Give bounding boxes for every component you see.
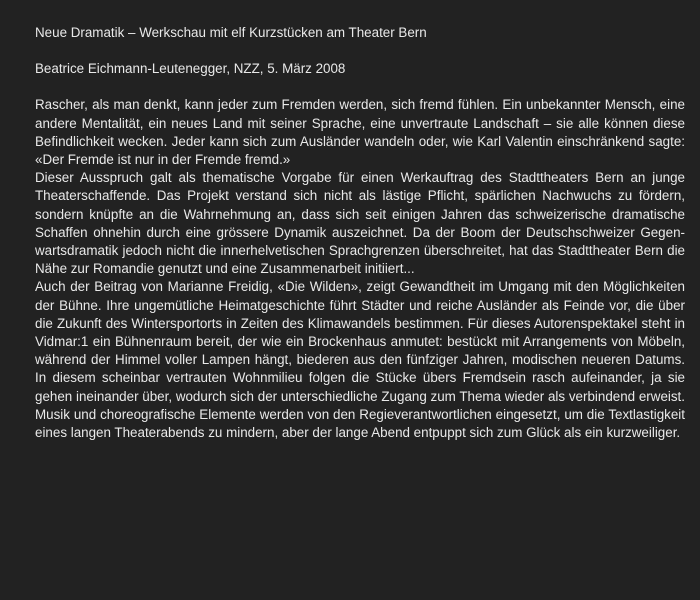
article-title: Neue Dramatik – Werkschau mit elf Kurzstücken am Theater Bern: [35, 25, 427, 40]
article-body: [35, 96, 685, 442]
article-paragraph: Auch der Beitrag von Marianne Freidig, «Die Wilden», zeigt Gewandtheit im Umgang mit den Möglichkeiten der Bühne. Ihre ungemütliche Heimatgeschichte führt Städter und reiche Ausländer als Feinde vor, die über die Zukunft des Wintersportorts in Zeiten des Klimawandels bestimmen. Für dieses Autorenspektakel steht in Vidmar:1 ein Bühnenraum bereit, der wie ein Brockenhaus anmutet: bestückt mit Arrangements von Möbeln, während der Himmel voller Lampen hängt, biederen aus den fünfziger Jahren, modischen neueren Datums. In diesem scheinbar vertrauten Wohnmilieu folgen die Stücke übers Fremdsein rasch aufeinander, ja sie gehen ineinander über, wodurch sich der unterschiedliche Zugang zum Thema wieder als verbindend erweist. Musik und choreografische Elemente werden von den Regieverantwortlichen eingesetzt, um die Textlastigkeit eines langen Theaterabends zu mindern, aber der lange Abend entpuppt sich zum Glück als ein kurzweiliger.: [35, 279, 685, 441]
article-paragraph: Rascher, als man denkt, kann jeder zum Fremden werden, sich fremd fühlen. Ein unbekannter Mensch, eine andere Mentalität, ein neues Land mit seiner Sprache, eine unvertraute Landschaft – sie alle können diese Befindlichkeit wecken. Jeder kann sich zum Ausländer wandeln oder, wie Karl Valentin einschränkend sagte: «Der Fremde ist nur in der Fremde fremd.»: [35, 97, 685, 168]
article: [35, 24, 685, 442]
article-byline: Beatrice Eichmann-Leutenegger, NZZ, 5. März 2008: [35, 61, 346, 77]
article-paragraph: Dieser Ausspruch galt als thematische Vorgabe für einen Werkauftrag des Stadttheaters Bern an junge Theaterschaffende. Das Projekt verstand sich nicht als lästige Pflicht, spärlichen Nachwuchs zu fördern, sondern knüpfte an die Wahrnehmung an, dass sich seit einigen Jahren das schweizerische dramatische Schaffen ohnehin durch eine grössere Dynamik auszeichnet. Da der Boom der Deutschschweizer Gegenwartsdramatik jedoch nicht die innerhelvetischen Sprachgrenzen überschreitet, hat das Stadttheater Bern die Nähe zur Romandie genutzt und eine Zusammenarbeit initiiert...: [35, 170, 685, 277]
